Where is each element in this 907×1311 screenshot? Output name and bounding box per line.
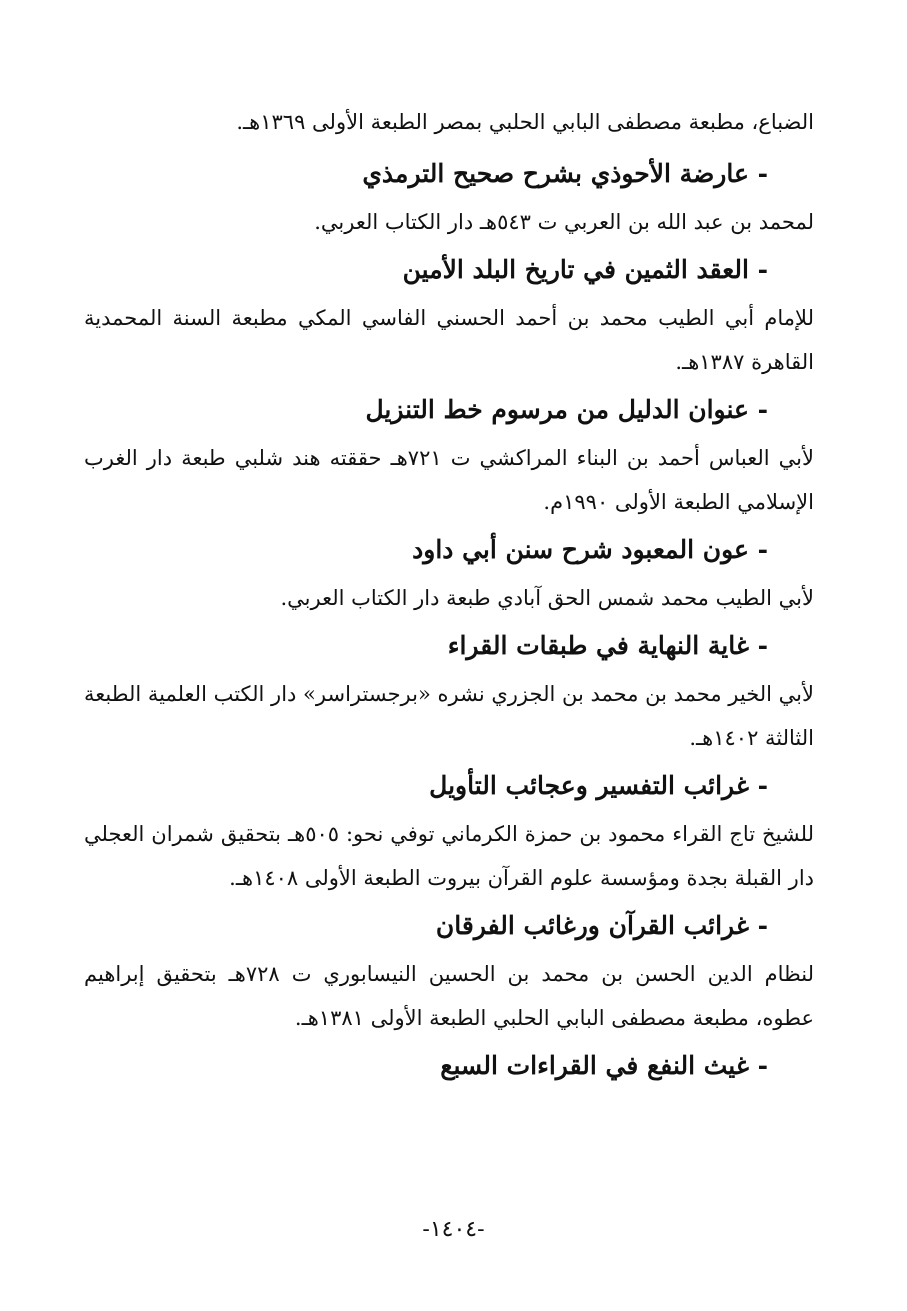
entry-title: - عون المعبود شرح سنن أبي داود — [412, 535, 768, 564]
bibliography-entry — [84, 760, 814, 900]
bibliography-list — [84, 96, 814, 1092]
bibliography-entry — [84, 900, 814, 1040]
entry-description: لأبي العباس أحمد بن البناء المراكشي ت ٧٢١هـ حققته هند شلبي طبعة دار الغرب الإسلامي الطبعة الأولى ١٩٩٠م. — [84, 446, 814, 514]
bibliography-entry — [84, 524, 814, 620]
bibliography-entry — [84, 620, 814, 760]
entry-description: لنظام الدين الحسن بن محمد بن الحسين النيسابوري ت ٧٢٨هـ بتحقيق إبراهيم عطوه، مطبعة مصطفى البابي الحلبي الطبعة الأولى ١٣٨١هـ. — [84, 962, 814, 1030]
entry-title: - عنوان الدليل من مرسوم خط التنزيل — [365, 395, 768, 424]
bibliography-entry — [84, 244, 814, 384]
entry-description: لمحمد بن عبد الله بن العربي ت ٥٤٣هـ دار الكتاب العربي. — [314, 210, 814, 234]
entry-description: للشيخ تاج القراء محمود بن حمزة الكرماني توفي نحو: ٥٠٥هـ بتحقيق شمران العجلي دار القبلة بجدة ومؤسسة علوم القرآن بيروت الطبعة الأولى ١٤٠٨هـ. — [84, 822, 814, 890]
entry-title: - غاية النهاية في طبقات القراء — [447, 631, 768, 660]
entry-description: للإمام أبي الطيب محمد بن أحمد الحسني الفاسي المكي مطبعة السنة المحمدية القاهرة ١٣٨٧هـ. — [84, 306, 814, 374]
entry-title: - غيث النفع في القراءات السبع — [440, 1051, 768, 1080]
page-number: -١٤٠٤- — [422, 1217, 485, 1242]
entry-description: لأبي الخير محمد بن محمد بن الجزري نشره «برجستراسر» دار الكتب العلمية الطبعة الثالثة ١٤٠٢هـ. — [84, 682, 814, 750]
bibliography-entry — [84, 1040, 814, 1092]
entry-title: - عارضة الأحوذي بشرح صحيح الترمذي — [362, 159, 768, 188]
entry-title: - العقد الثمين في تاريخ البلد الأمين — [402, 255, 768, 284]
entry-description: لأبي الطيب محمد شمس الحق آبادي طبعة دار الكتاب العربي. — [280, 586, 814, 610]
entry-title: - غرائب القرآن ورغائب الفرقان — [435, 911, 768, 940]
entry-title: - غرائب التفسير وعجائب التأويل — [429, 771, 768, 800]
bibliography-entry — [84, 384, 814, 524]
continuation-line: الضباع، مطبعة مصطفى البابي الحلبي بمصر الطبعة الأولى ١٣٦٩هـ. — [236, 110, 814, 134]
bibliography-entry — [84, 148, 814, 244]
